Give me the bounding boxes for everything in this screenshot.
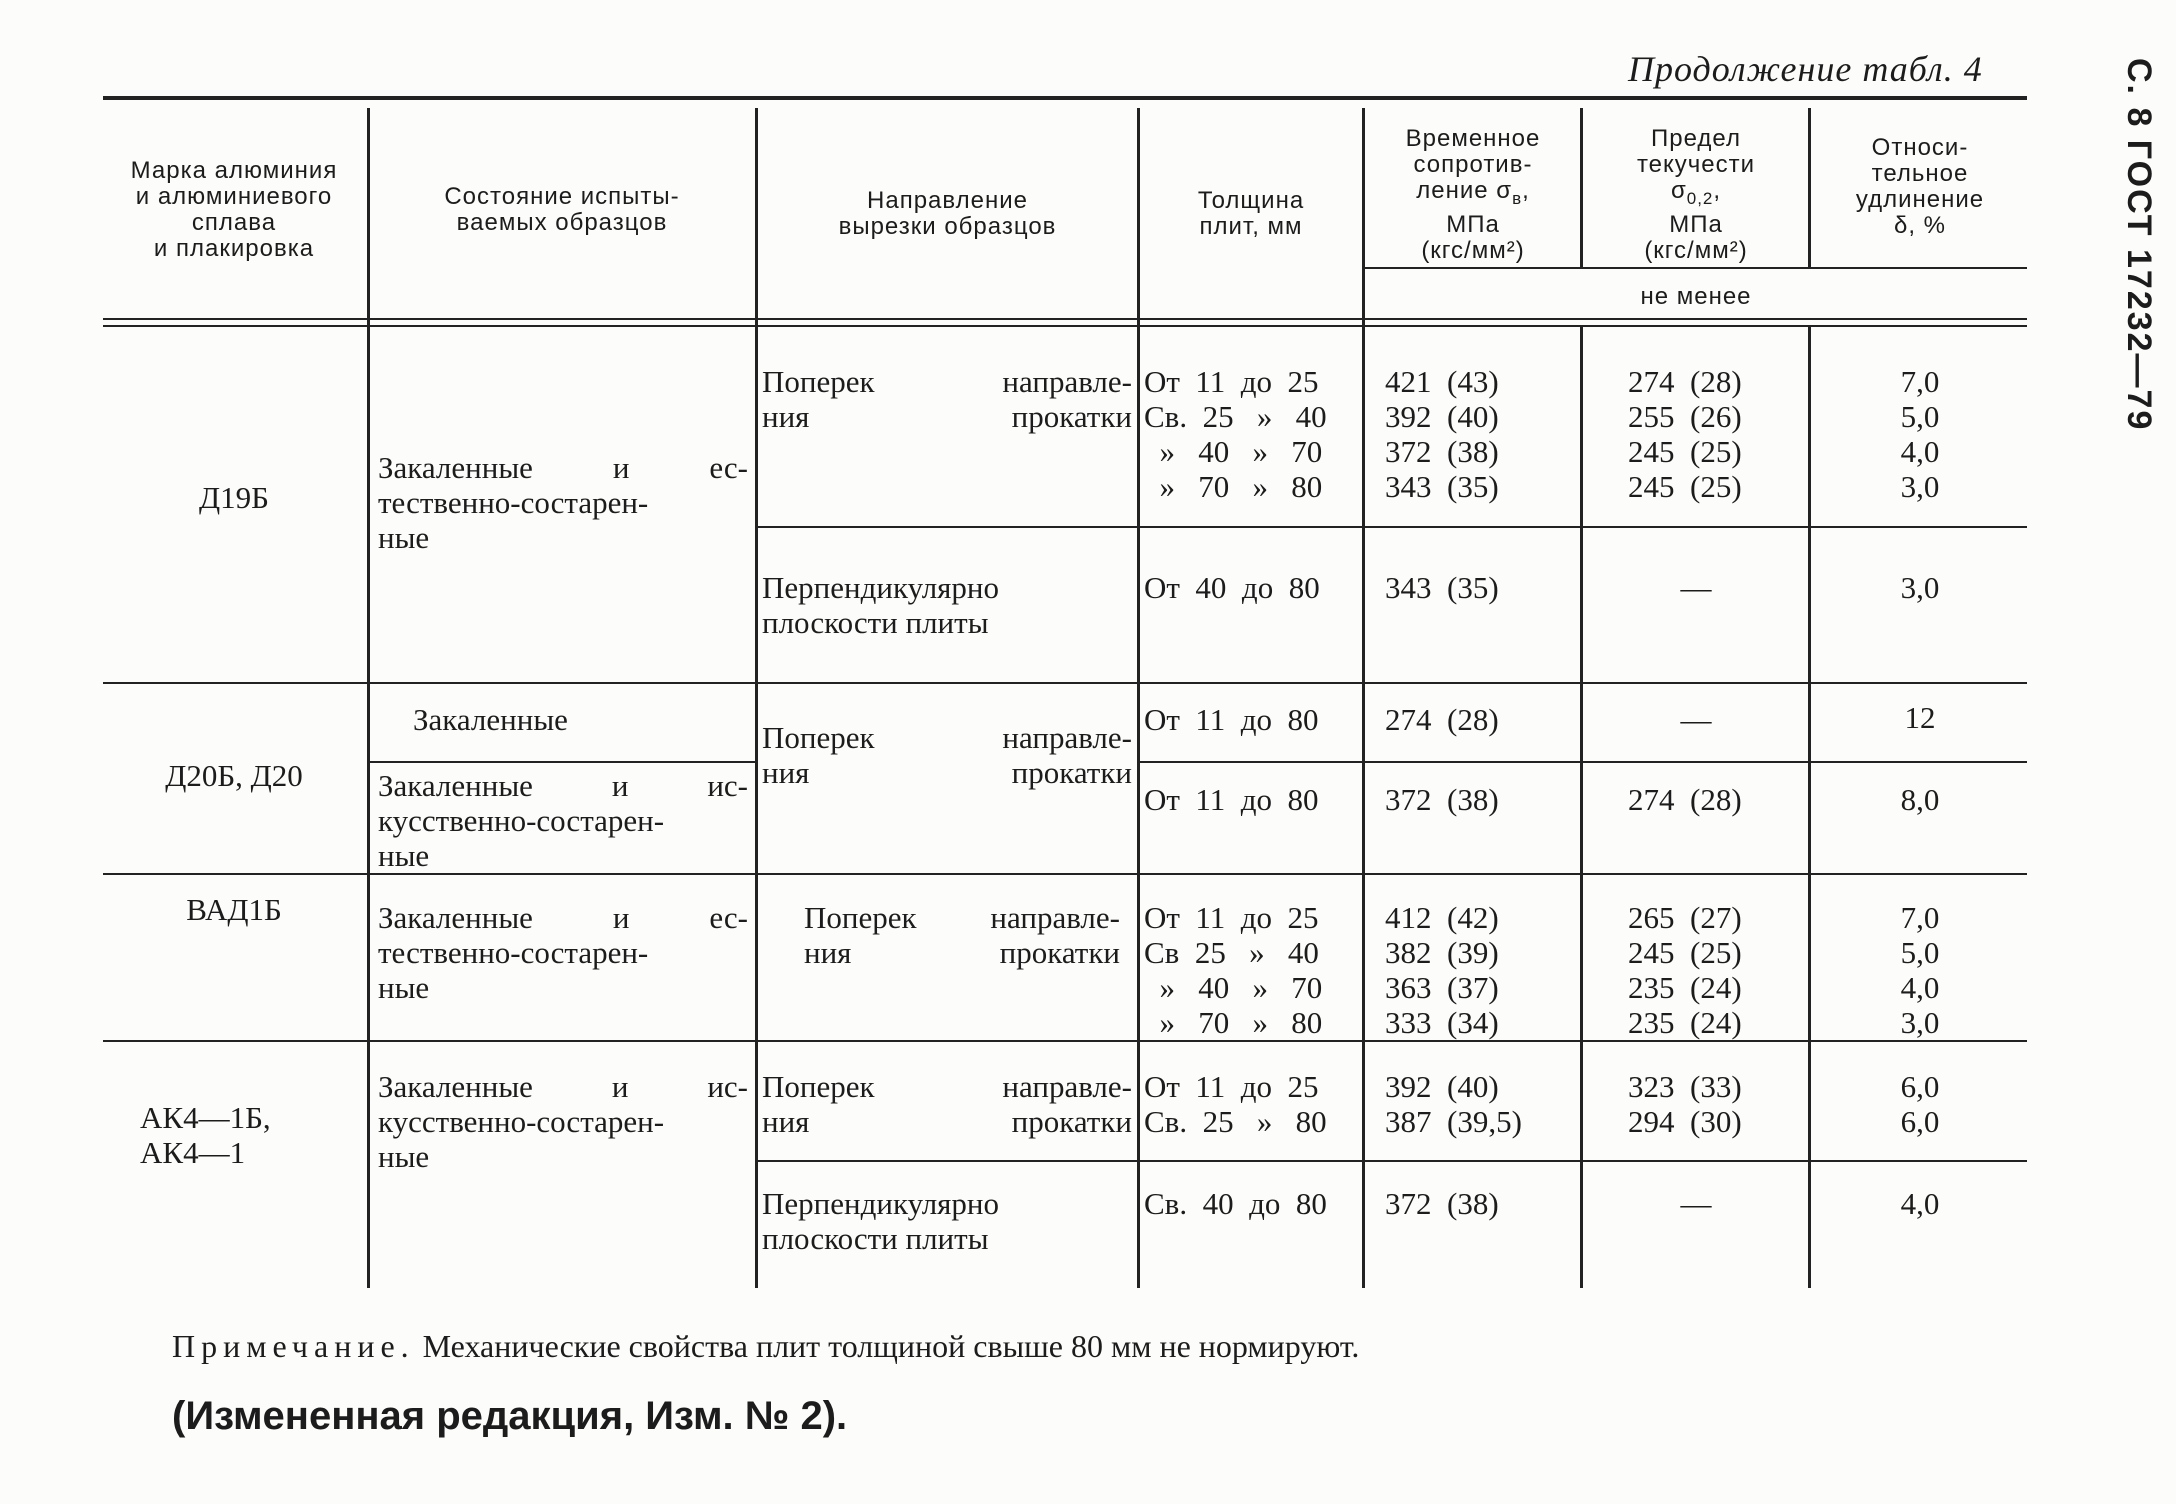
grade-d19b: Д19Б	[199, 480, 269, 515]
header-yield-line4: МПа	[1669, 210, 1723, 238]
header-yield-line2: текучести	[1636, 151, 1756, 178]
col-rule-6	[1808, 325, 1811, 1288]
thickness-ak4-b: Св. 40 до 80	[1144, 1186, 1327, 1221]
rule-d19b-mid	[758, 526, 2027, 528]
col-rule-3	[1137, 108, 1140, 1288]
header-bottom-rule-double	[103, 325, 2027, 327]
header-tensile-sub: в	[1512, 188, 1523, 208]
direction-d19b-b: Перпендикулярно плоскости плиты	[762, 570, 1000, 640]
tensile-vad1b: 412 (42) 382 (39) 363 (37) 333 (34)	[1385, 900, 1499, 1040]
header-yield-sub: 0,2	[1686, 188, 1714, 208]
header-yield	[1585, 126, 1807, 264]
grade-d20b: Д20Б, Д20	[165, 758, 303, 793]
page-side-header: С. 8 ГОСТ 17232—79	[2120, 58, 2158, 432]
header-not-less: не менее	[1640, 283, 1752, 310]
tensile-d19b-b: 343 (35)	[1385, 570, 1499, 605]
col-rule-5	[1580, 325, 1583, 1288]
header-yield-line5: (кгс/мм²)	[1644, 236, 1748, 264]
yield-ak4-a: 323 (33) 294 (30)	[1628, 1069, 1742, 1139]
yield-d20b-b: 274 (28)	[1628, 782, 1742, 817]
col-rule-5-header	[1580, 108, 1583, 268]
state-d20b-a: Закаленные	[413, 702, 568, 737]
header-thickness: Толщина плит, мм	[1197, 187, 1305, 240]
thickness-d20b-b: От 11 до 80	[1144, 782, 1319, 817]
header-tensile-symbol: ление σ	[1416, 177, 1513, 204]
state-vad1b: Закаленные и ес- тественно-состарен- ные	[378, 900, 748, 1005]
grade-ak4: АК4—1Б, АК4—1	[140, 1100, 271, 1170]
col-rule-4	[1362, 108, 1365, 1288]
header-tensile-line3	[1367, 178, 1579, 212]
yield-vad1b: 265 (27) 245 (25) 235 (24) 235 (24)	[1628, 900, 1742, 1040]
elongation-d20b-b: 8,0	[1900, 782, 1940, 817]
table-note	[172, 1328, 1359, 1365]
direction-d19b-a: Поперек направле- ния прокатки	[762, 364, 1132, 434]
yield-ak4-b: —	[1680, 1186, 1712, 1221]
note-text: Механические свойства плит толщиной свыше 80 мм не нормируют.	[422, 1328, 1360, 1364]
header-tensile-line2: сопротив-	[1413, 151, 1533, 178]
header-direction: Направление вырезки образцов	[838, 187, 1057, 240]
rule-d20b-state	[370, 761, 758, 763]
elongation-d20b-a: 12	[1904, 700, 1936, 735]
rule-ak4-mid	[758, 1160, 2027, 1162]
thickness-ak4-a: От 11 до 25 Св. 25 » 80	[1144, 1069, 1327, 1139]
yield-d19b-b: —	[1680, 570, 1712, 605]
header-yield-comma: ,	[1713, 177, 1722, 204]
elongation-ak4-b: 4,0	[1900, 1186, 1940, 1221]
col-rule-6-header	[1808, 108, 1811, 268]
tensile-d19b-a: 421 (43) 392 (40) 372 (38) 343 (35)	[1385, 364, 1499, 504]
elongation-vad1b: 7,0 5,0 4,0 3,0	[1900, 900, 1940, 1040]
col-rule-1	[367, 108, 370, 1288]
thickness-vad1b: От 11 до 25 Св 25 » 40 » 40 » 70 » 70 » 80	[1144, 900, 1323, 1040]
header-tensile	[1367, 126, 1579, 264]
grade-vad1b: ВАД1Б	[186, 892, 282, 927]
elongation-d19b-b: 3,0	[1900, 570, 1940, 605]
header-tensile-comma: ,	[1522, 177, 1530, 204]
thickness-d19b-b: От 40 до 80	[1144, 570, 1320, 605]
table-caption: Продолжение табл. 4	[1628, 49, 1983, 89]
header-tensile-line4: МПа	[1446, 210, 1500, 238]
elongation-d19b-a: 7,0 5,0 4,0 3,0	[1900, 364, 1940, 504]
header-state: Состояние испыты- ваемых образцов	[444, 183, 680, 236]
header-yield-line1: Предел	[1651, 125, 1741, 152]
thickness-d20b-a: От 11 до 80	[1144, 702, 1319, 737]
direction-d20b: Поперек направле- ния прокатки	[762, 720, 1132, 790]
header-grade: Марка алюминия и алюминиевого сплава и плакировка	[130, 157, 338, 262]
table-top-rule	[103, 96, 2027, 100]
elongation-ak4-a: 6,0 6,0	[1900, 1069, 1940, 1139]
yield-d20b-a: —	[1680, 702, 1712, 737]
direction-ak4-a: Поперек направле- ния прокатки	[762, 1069, 1132, 1139]
header-tensile-line5: (кгс/мм²)	[1421, 236, 1525, 264]
direction-ak4-b: Перпендикулярно плоскости плиты	[762, 1186, 1000, 1256]
tensile-ak4-a: 392 (40) 387 (39,5)	[1385, 1069, 1522, 1139]
yield-d19b-a: 274 (28) 255 (26) 245 (25) 245 (25)	[1628, 364, 1742, 504]
col-rule-2	[755, 108, 758, 1288]
rule-vad1b-end	[103, 1040, 2027, 1042]
state-d20b-b: Закаленные и ис- кусственно-состарен- ные	[378, 768, 748, 873]
rule-d20b-values	[1140, 761, 2027, 763]
header-yield-line3	[1585, 178, 1807, 212]
amendment-note: (Измененная редакция, Изм. № 2).	[172, 1394, 848, 1438]
header-not-less-rule	[1365, 267, 2027, 269]
thickness-d19b-a: От 11 до 25 Св. 25 » 40 » 40 » 70 » 70 » 80	[1144, 364, 1327, 504]
direction-vad1b: Поперек направле- ния прокатки	[804, 900, 1120, 970]
rule-d19b-end	[103, 682, 2027, 684]
state-d19b: Закаленные и ес- тественно-состарен- ные	[378, 450, 748, 555]
tensile-d20b-a: 274 (28)	[1385, 702, 1499, 737]
header-yield-symbol: σ	[1670, 177, 1687, 204]
header-bottom-rule	[103, 318, 2027, 320]
header-tensile-line1: Временное	[1405, 125, 1541, 152]
tensile-d20b-b: 372 (38)	[1385, 782, 1499, 817]
rule-d20b-end	[103, 873, 2027, 875]
state-ak4: Закаленные и ис- кусственно-состарен- ные	[378, 1069, 748, 1174]
note-label: Примечание.	[172, 1328, 415, 1364]
header-elongation: Относи- тельное удлинение δ, %	[1855, 134, 1985, 239]
tensile-ak4-b: 372 (38)	[1385, 1186, 1499, 1221]
